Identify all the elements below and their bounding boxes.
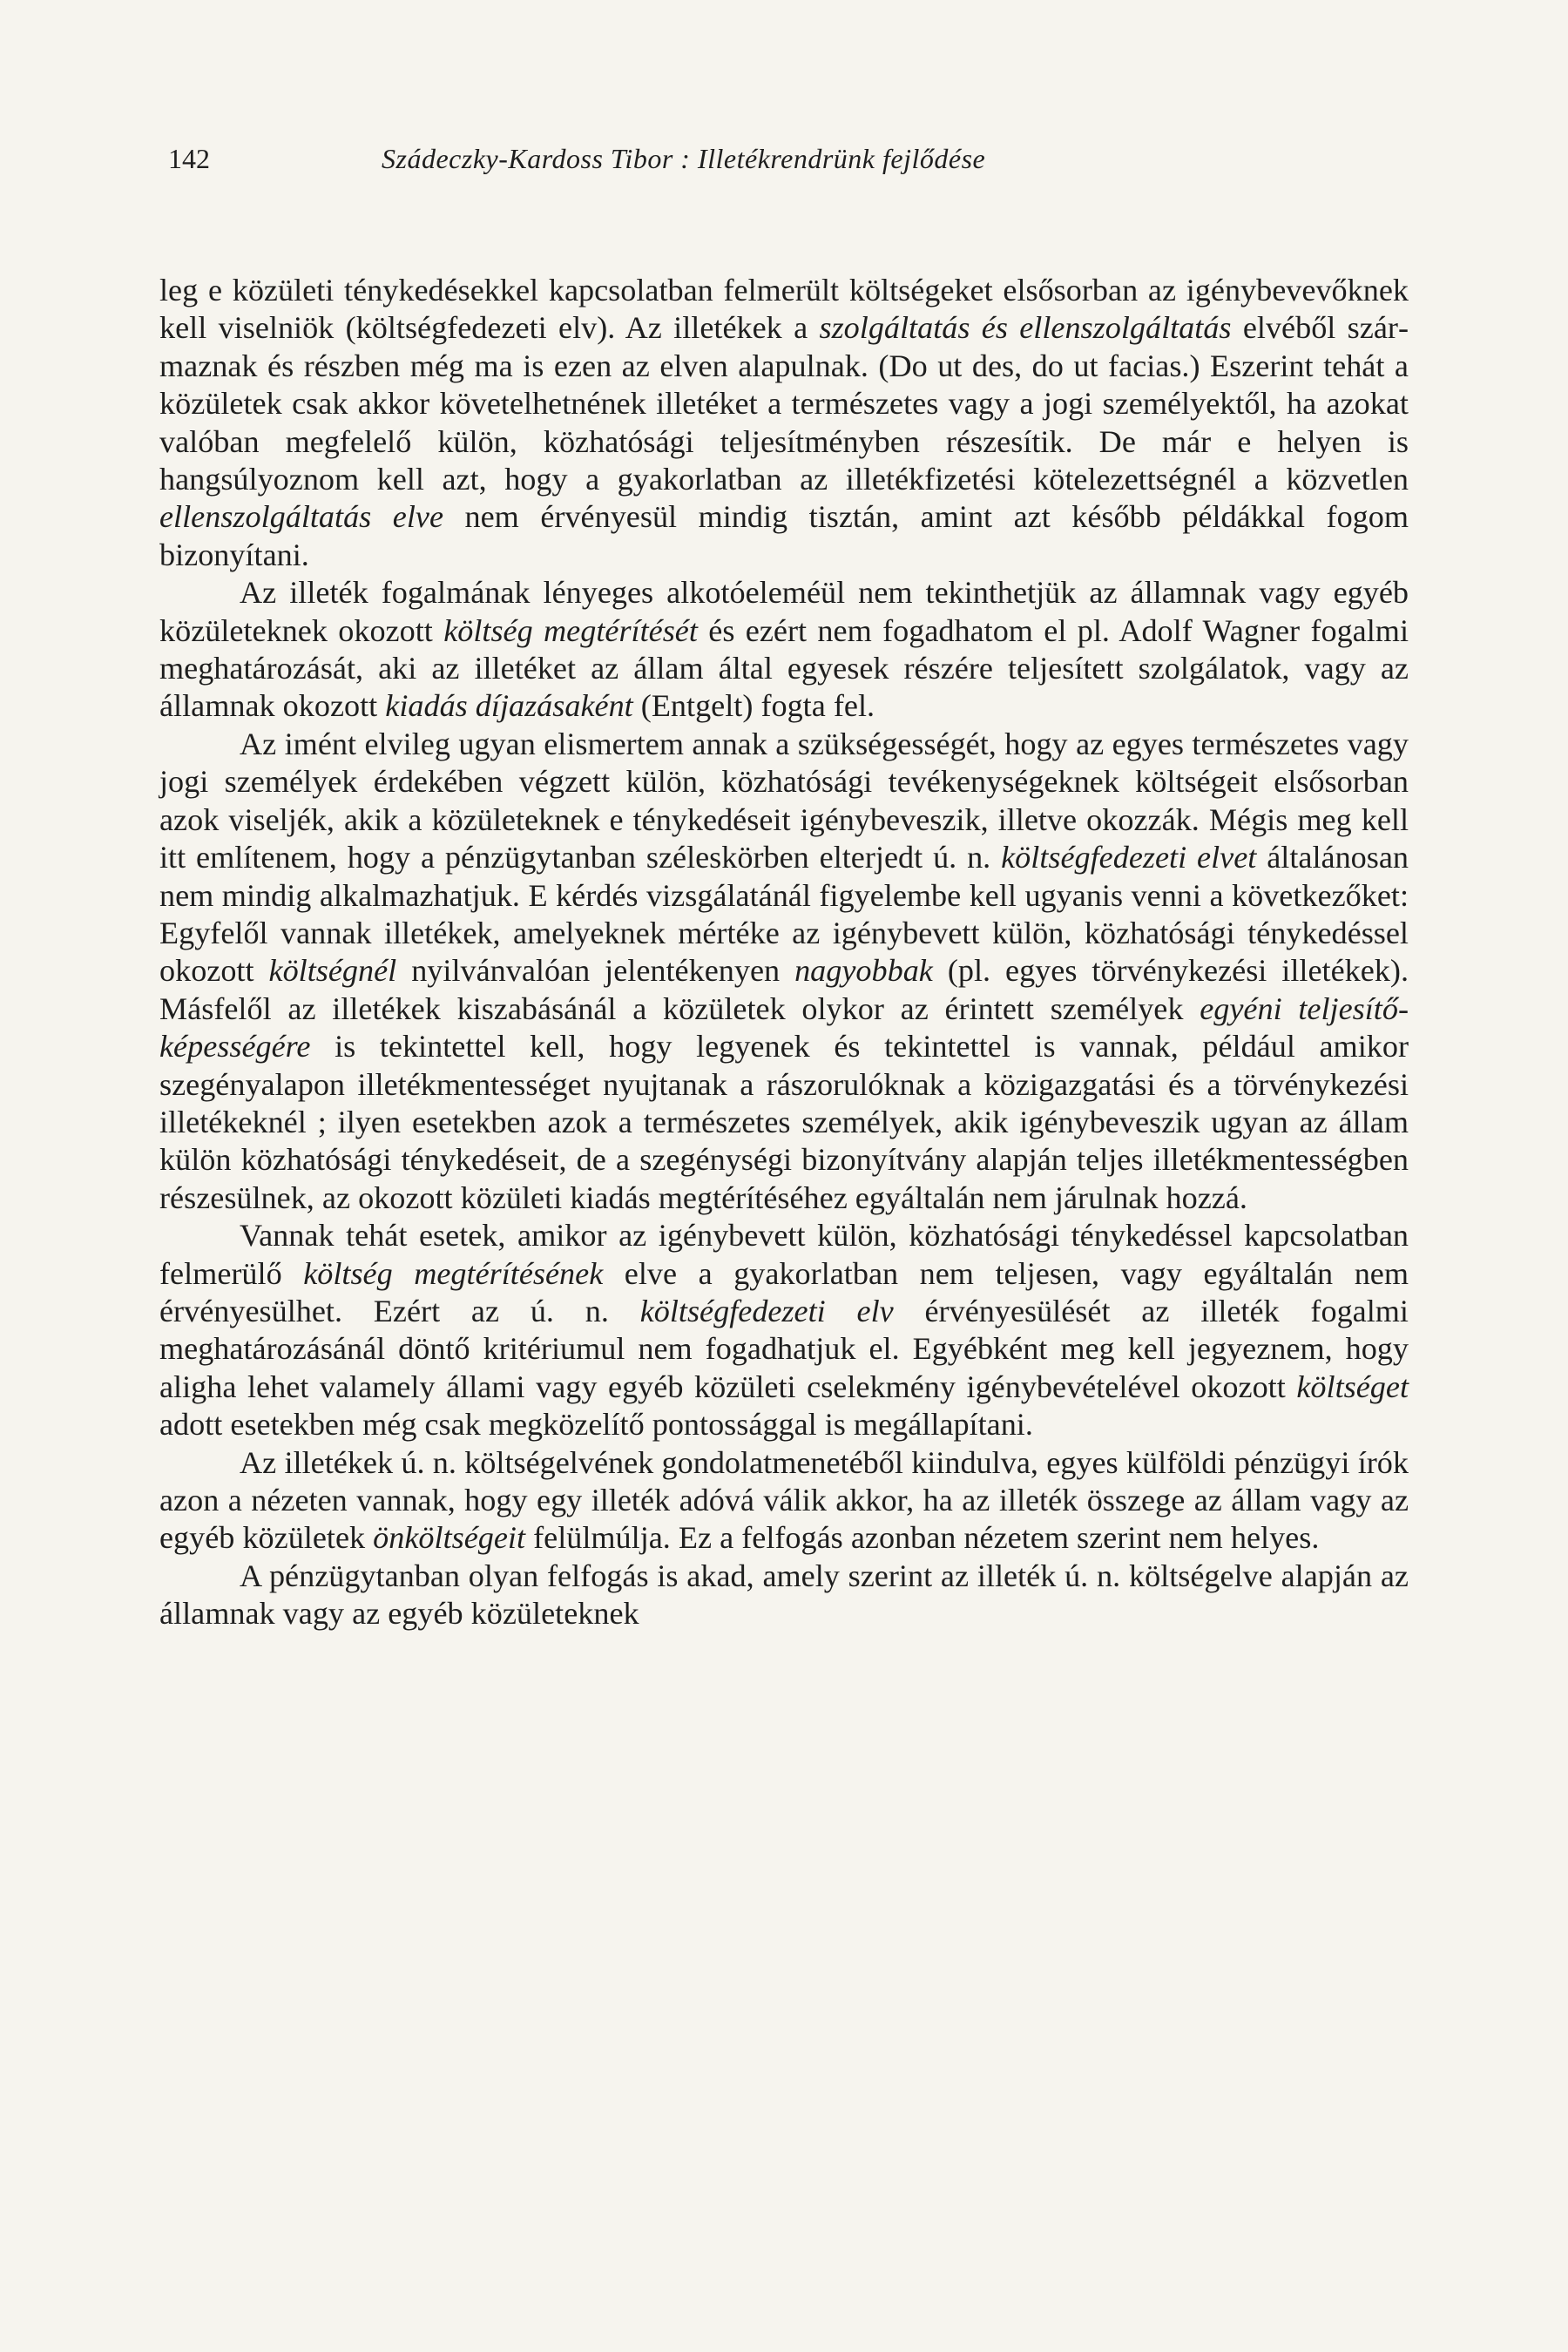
text-run: elvéből származnak és részben még ma is ezen az elven alapulnak. (Do ut des, do ut facias.) Eszerint tehát a közületek csak akkor követelhetnének illetéket a természetes vagy a jogi személyektől, ha azokat valóban megfelelő külön, közhatósági teljesítményben részesítik. De már e helyen is hangsúlyoznom kell azt, hogy a gyakorlatban az illetékfizetési kötelezettségnél a közvetlen [159,310,1409,497]
body-text [159,272,1409,1633]
text-run: nyilvánvalóan jelentékenyen [396,953,795,989]
italic-term: költség megtérítését [443,612,698,648]
italic-term: önköltségeit [373,1520,526,1556]
paragraph-2 [159,574,1409,726]
paragraph-1 [159,272,1409,574]
italic-term: szolgáltatás és ellenszolgáltatás [819,310,1232,346]
page-number: 142 [168,143,210,174]
running-head: Szádeczky-Kardoss Tibor : Illetékrendrünk fejlődése [382,143,986,174]
text-run: adott esetekben még csak megközelítő pontossággal is megállapítani. [159,1407,1033,1443]
paragraph-6 [159,1558,1409,1633]
italic-term: költséget [1296,1369,1409,1404]
text-run: (Entgelt) fogta fel. [632,688,875,724]
text-run: is tekintettel kell, hogy legyenek és tekintettel is vannak, például amikor szegényalapon illetékmentességet nyujtanak a rászorulóknak a közigazgatási és a törvénykezési illetékeknél ; ilyen esetekben azok a természetes személyek, akik igénybeveszik ugyan az állam külön közhatósági ténykedéseit, de a szegénységi bizonyítvány alapján teljes illetékmentességben részesülnek, az okozott közületi kiadás megtérítéséhez egyáltalán nem járulnak hozzá. [159,1029,1409,1215]
italic-term: kiadás díjazásaként [385,688,633,724]
italic-term: nagyobbak [794,953,933,989]
text-run: A pénzügytanban olyan felfogás is akad, amely szerint az illeték ú. n. költségelve alapján az államnak vagy az egyéb közületeknek [159,1558,1409,1632]
text-run: nem érvényesül mindig tisztán, amint azt később példákkal fogom bizonyítani. [159,499,1409,572]
italic-term: költség megtérítésének [303,1255,604,1291]
text-run: Vannak tehát esetek, amikor az igénybevett külön, közhatósági ténykedéssel kapcsolatban felmerülő [159,1218,1409,1291]
italic-term: ellenszolgáltatás elve [159,499,444,535]
text-run: Az imént elvileg ugyan elismertem annak a szükségességét, hogy az egyes természetes vagy jogi személyek érdekében végzett külön, közhatósági tevékenységeknek költségeit elsősorban azok viseljék, akik a közületeknek e ténykedéseit igénybeveszik, illetve okozzák. Mégis meg kell itt említenem, hogy a pénzügytanban széleskörben elterjedt ú. n. [159,726,1409,875]
text-run: Az illeték fogalmának lényeges alkotóeleméül nem tekinthetjük az államnak vagy egyéb közületeknek okozott [159,575,1409,648]
italic-term: költségfedezeti elv [639,1293,894,1328]
italic-term: költségfedezeti elvet [1001,840,1257,875]
text-run: általánosan nem mindig alkalmazhatjuk. E kérdés vizsgálatánál figyelembe kell ugyanis venni a következőket: Egyfelől vannak illetékek, amelyeknek mértéke az igénybevett külön, közhatósági ténykedéssel okozott [159,840,1409,989]
text-run: (pl. egyes törvénykezési illetékek). Másfelől az illetékek kiszabásánál a közületek olykor az érintett személyek [159,953,1409,1026]
paragraph-3 [159,726,1409,1217]
paragraph-4 [159,1217,1409,1443]
italic-term: egyéni teljesítőképességére [159,990,1409,1064]
text-run: elve a gyakorlatban nem teljesen, vagy egyáltalán nem érvényesülhet. Ezért az ú. n. [159,1255,1409,1328]
text-run: leg e közületi ténykedésekkel kapcsolatban felmerült költségeket elsősorban az igénybevevőknek kell viselniök (költségfedezeti elv). Az illetékek a [159,273,1409,346]
text-run: felülmúlja. Ez a felfogás azonban nézetem szerint nem helyes. [525,1520,1320,1556]
text-run: Az illetékek ú. n. költségelvének gondolatmenetéből kiindulva, egyes külföldi pénzügyi írók azon a nézeten vannak, hogy egy illeték adóvá válik akkor, ha az illeték összege az állam vagy az egyéb közületek [159,1444,1409,1556]
text-run: érvényesülését az illeték fogalmi meghatározásánál döntő kritériumul nem fogadhatjuk el. Egyébként meg kell jegyeznem, hogy aligha lehet valamely állami vagy egyéb közületi cselekmény igénybevételével okozott [159,1293,1409,1404]
italic-term: költségnél [268,953,397,989]
paragraph-5 [159,1444,1409,1558]
text-run: és ezért nem fogadhatom el pl. Adolf Wagner fogalmi meghatározását, aki az illetéket az állam által egyesek részére teljesített szolgálatok, vagy az államnak okozott [159,612,1409,724]
